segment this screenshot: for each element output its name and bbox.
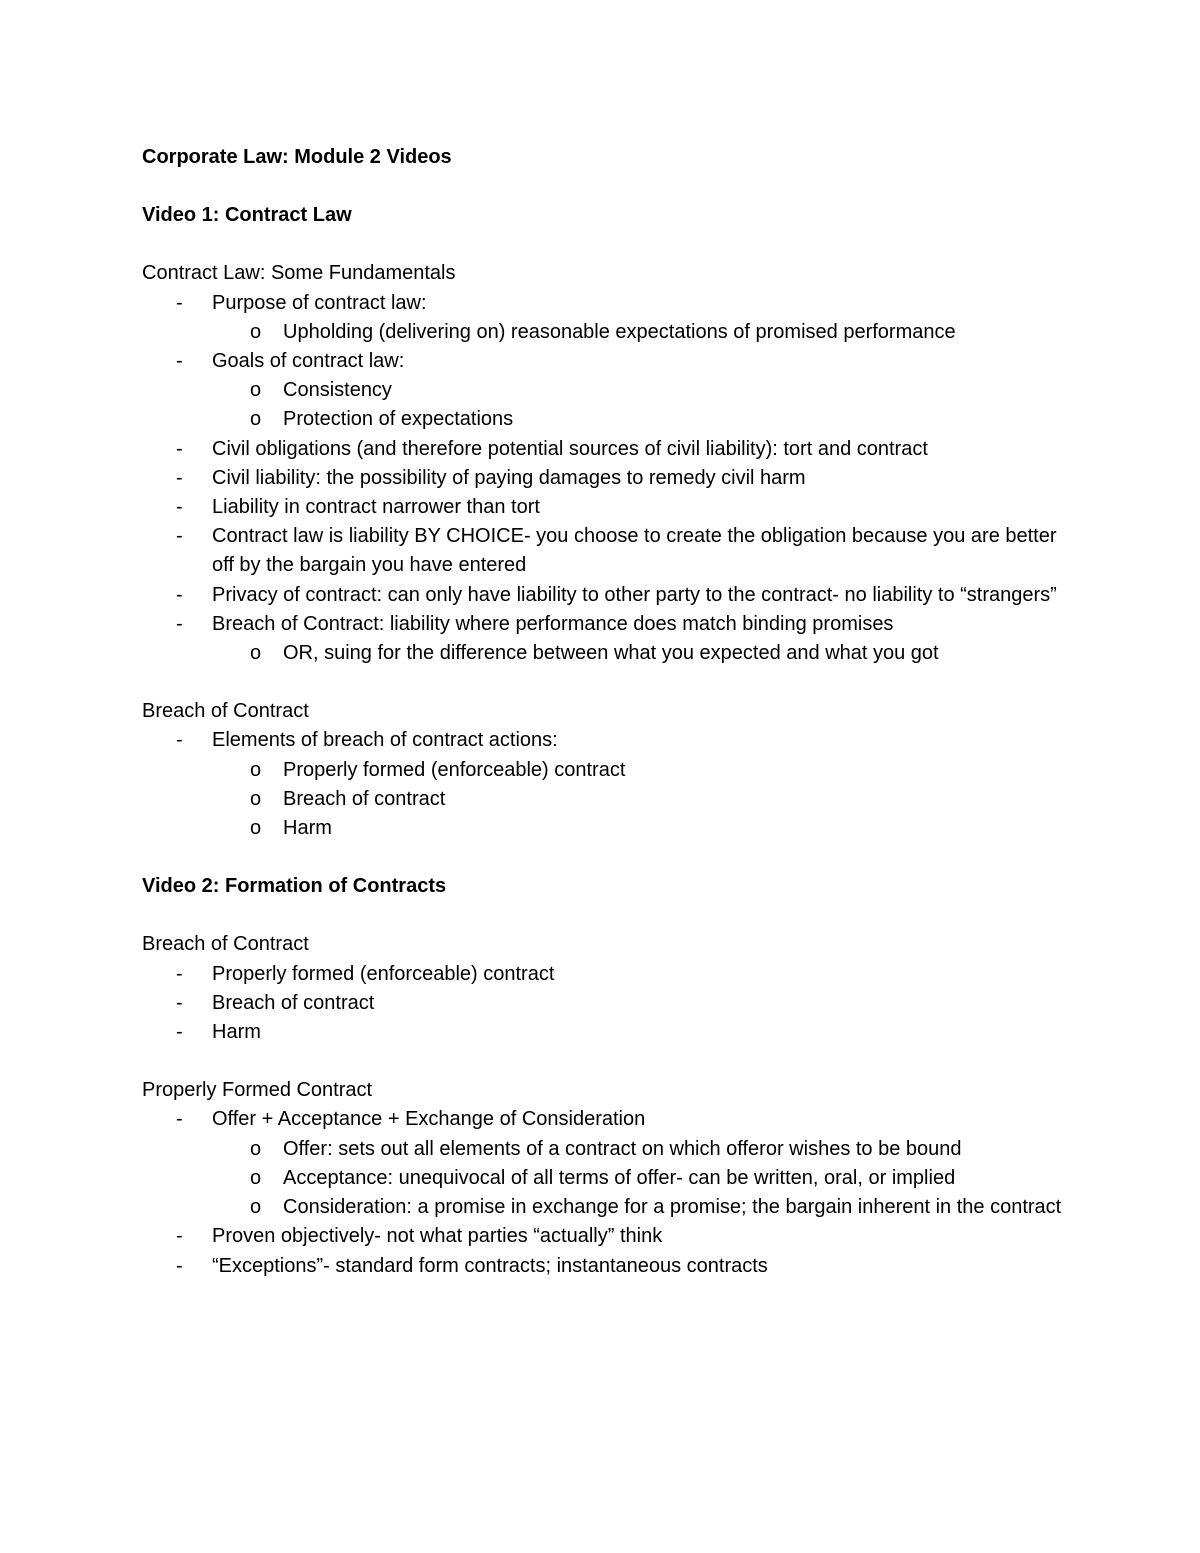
sub-list-item — [142, 376, 1082, 405]
dash-marker: - — [176, 612, 183, 635]
list-item — [142, 960, 1082, 989]
list-item-text: OR, suing for the difference between what you expected and what you got — [283, 642, 939, 665]
spacer — [142, 172, 1082, 201]
sub-list-item — [142, 639, 1082, 668]
list-item — [142, 726, 1082, 755]
dash-marker: - — [176, 1225, 183, 1248]
list-item-text: Consistency — [283, 379, 392, 402]
breach-heading: Breach of Contract — [142, 933, 309, 956]
list-item-text: Goals of contract law: — [212, 350, 405, 373]
list-item — [142, 289, 1082, 318]
dash-marker: - — [176, 437, 183, 460]
dash-marker: - — [176, 583, 183, 606]
breach-heading: Breach of Contract — [142, 700, 309, 723]
bullet-marker: o — [250, 758, 262, 781]
list-item-text: Offer + Acceptance + Exchange of Consideration — [212, 1108, 646, 1131]
list-item-text: Contract law is liability BY CHOICE- you choose to create the obligation because you are better off by the bargain you have entered — [212, 525, 1057, 577]
list-item-text: Breach of contract — [283, 787, 446, 810]
bullet-marker: o — [250, 787, 262, 810]
list-item — [142, 581, 1082, 610]
dash-marker: - — [176, 496, 183, 519]
list-item-text: Purpose of contract law: — [212, 291, 427, 314]
list-item — [142, 464, 1082, 493]
list-item — [142, 1222, 1082, 1251]
bullet-marker: o — [250, 379, 262, 402]
dash-marker: - — [176, 525, 183, 548]
dash-marker: - — [176, 962, 183, 985]
list-item-text: Acceptance: unequivocal of all terms of offer- can be written, oral, or implied — [283, 1166, 956, 1189]
dash-marker: - — [176, 291, 183, 314]
dash-marker: - — [176, 729, 183, 752]
sub-list-item — [142, 785, 1082, 814]
spacer — [142, 843, 1082, 872]
list-item-text: Protection of expectations — [283, 408, 514, 431]
spacer — [142, 230, 1082, 259]
list-item-text: Privacy of contract: can only have liability to other party to the contract- no liability to “strangers” — [212, 583, 1057, 606]
list-item-text: “Exceptions”- standard form contracts; instantaneous contracts — [212, 1254, 768, 1277]
list-item-text: Properly formed (enforceable) contract — [212, 962, 555, 985]
list-item-text: Breach of Contract: liability where performance does match binding promises — [212, 612, 894, 635]
list-item — [142, 347, 1082, 376]
spacer — [142, 901, 1082, 930]
sub-list-item — [142, 1193, 1082, 1222]
document-body — [142, 143, 1082, 1281]
list-item-text: Proven objectively- not what parties “actually” think — [212, 1225, 663, 1248]
list-item-text: Harm — [212, 1021, 261, 1044]
list-item-text: Breach of contract — [212, 991, 375, 1014]
list-item-text: Civil liability: the possibility of paying damages to remedy civil harm — [212, 466, 806, 489]
sub-list-item — [142, 318, 1082, 347]
list-item — [142, 1252, 1082, 1281]
spacer — [142, 1047, 1082, 1076]
list-item-text: Liability in contract narrower than tort — [212, 496, 540, 519]
list-item-text: Upholding (delivering on) reasonable expectations of promised performance — [283, 320, 956, 343]
dash-marker: - — [176, 350, 183, 373]
bullet-marker: o — [250, 320, 262, 343]
sub-list-item — [142, 1164, 1082, 1193]
dash-marker: - — [176, 1254, 183, 1277]
sub-list-item — [142, 405, 1082, 434]
dash-marker: - — [176, 466, 183, 489]
list-item — [142, 1018, 1082, 1047]
dash-marker: - — [176, 1021, 183, 1044]
bullet-marker: o — [250, 817, 262, 840]
sub-list-item — [142, 1135, 1082, 1164]
list-item — [142, 435, 1082, 464]
list-item-text: Harm — [283, 817, 332, 840]
fundamentals-heading: Contract Law: Some Fundamentals — [142, 262, 456, 285]
sub-list-item — [142, 814, 1082, 843]
list-item-text: Offer: sets out all elements of a contract on which offeror wishes to be bound — [283, 1137, 962, 1160]
list-item-text: Properly formed (enforceable) contract — [283, 758, 626, 781]
dash-marker: - — [176, 1108, 183, 1131]
list-item-text: Civil obligations (and therefore potential sources of civil liability): tort and contract — [212, 437, 928, 460]
list-item-text: Elements of breach of contract actions: — [212, 729, 558, 752]
bullet-marker: o — [250, 408, 262, 431]
list-item — [142, 989, 1082, 1018]
list-item-text: Consideration: a promise in exchange for a promise; the bargain inherent in the contract — [283, 1196, 1062, 1219]
bullet-marker: o — [250, 1196, 262, 1219]
dash-marker: - — [176, 991, 183, 1014]
bullet-marker: o — [250, 1166, 262, 1189]
bullet-marker: o — [250, 642, 262, 665]
list-item — [142, 493, 1082, 522]
list-item — [142, 1105, 1082, 1134]
sub-list-item — [142, 756, 1082, 785]
bullet-marker: o — [250, 1137, 262, 1160]
list-item — [142, 610, 1082, 639]
formed-heading: Properly Formed Contract — [142, 1079, 373, 1102]
list-item — [142, 522, 1082, 580]
document-title: Corporate Law: Module 2 Videos — [142, 146, 452, 168]
video1-heading: Video 1: Contract Law — [142, 204, 352, 227]
video2-heading: Video 2: Formation of Contracts — [142, 875, 447, 898]
spacer — [142, 668, 1082, 697]
